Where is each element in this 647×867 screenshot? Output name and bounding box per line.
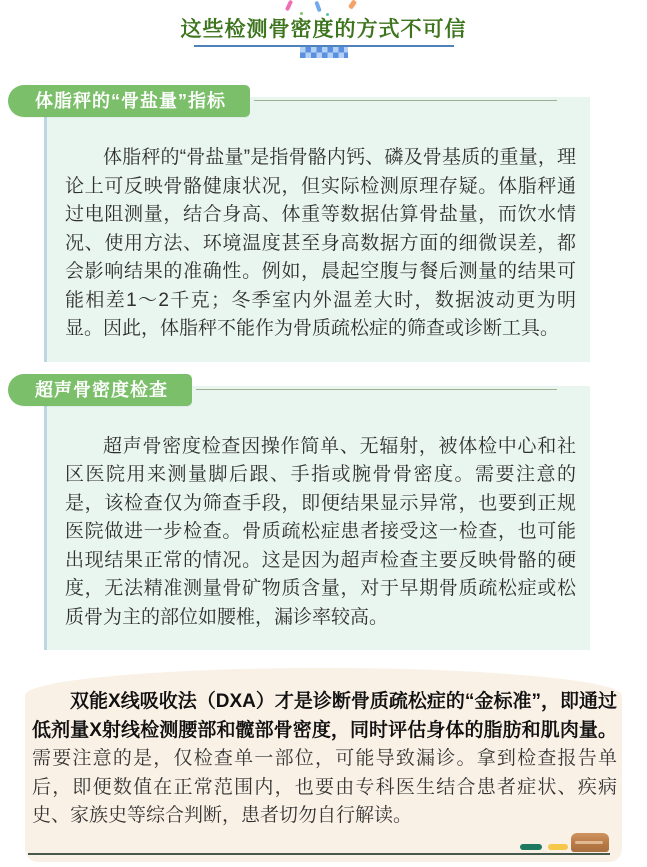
section-heading-row: [0, 374, 647, 406]
section-content-block: [44, 386, 590, 651]
confetti-piece: [300, 12, 303, 15]
checker-decoration: [300, 47, 348, 58]
bottom-rule-line: [28, 853, 610, 855]
section-ultrasound: [0, 374, 647, 651]
section-body-fat-scale: [0, 85, 647, 362]
heading-rule-line: [254, 100, 557, 101]
heading-rule-line: [196, 389, 557, 390]
yellow-dash-icon: [548, 844, 568, 850]
confetti-piece: [314, 1, 322, 13]
conclusion-regular-text: 需要注意的是，仅检查单一部位，可能导致漏诊。拿到检查报告单后，即便数值在正常范围内，也要由专科医生结合患者症状、疾病史、家族史等综合判断，患者切勿自行解读。: [32, 748, 617, 826]
conclusion-emphasis-text: 双能X线吸收法（DXA）才是诊断骨质疏松症的“金标准”，即通过低剂量X射线检测腰部和髋部骨密度，同时评估身体的脂肪和肌肉量。: [32, 691, 617, 741]
section-paragraph: 体脂秤的“骨盐量”是指骨骼内钙、磷及骨基质的重量，理论上可反映骨骼健康状况，但实际检测原理存疑。体脂秤通过电阻测量，结合身高、体重等数据估算骨盐量，而饮水情况、使用方法、环境温度甚至身高数据方面的细微误差，都会影响结果的准确性。例如，晨起空腹与餐后测量的结果可能相差1～2千克；冬季室内外温差大时，数据波动更为明显。因此，体脂秤不能作为骨质疏松症的筛查或诊断工具。: [65, 147, 576, 339]
section-content-block: [44, 97, 590, 362]
conclusion-paragraph: [32, 688, 617, 831]
section-heading-row: [0, 85, 647, 117]
section-heading-pill: 体脂秤的“骨盐量”指标: [8, 85, 250, 117]
confetti-piece: [285, 0, 293, 11]
section-heading-pill: 超声骨密度检查: [8, 374, 192, 406]
page-title: 这些检测骨密度的方式不可信: [180, 18, 467, 41]
confetti-decoration-icon: [283, 0, 375, 18]
section-paragraph: 超声骨密度检查因操作简单、无辐射，被体检中心和社区医院用来测量脚后跟、手指或腕骨骨密度。需要注意的是，该检查仅为筛查手段，即便结果显示异常，也要到正规医院做进一步检查。骨质疏松症患者接受这一检查，也可能出现结果正常的情况。这是因为超声检查主要反映骨骼的硬度，无法精准测量骨矿物质含量，对于早期骨质疏松症或松质骨为主的部位如腰椎，漏诊率较高。: [65, 435, 576, 628]
confetti-piece: [326, 13, 329, 16]
conclusion-panel: [25, 668, 622, 862]
confetti-piece: [348, 0, 357, 10]
teal-dash-icon: [520, 844, 542, 850]
book-icon: [571, 833, 609, 852]
